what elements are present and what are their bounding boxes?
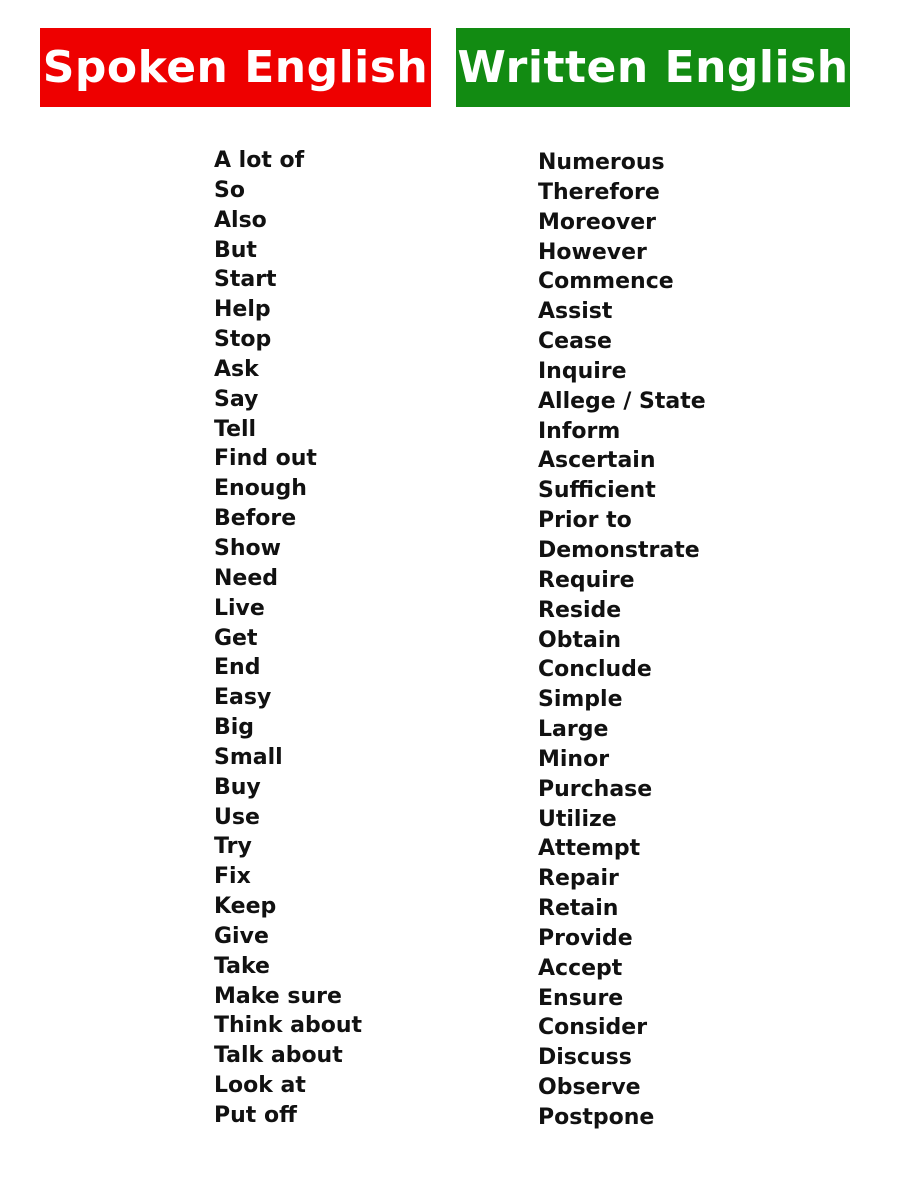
spoken-english-title: Spoken English: [42, 42, 429, 93]
spoken-word-item: Give: [214, 923, 269, 949]
written-word-item: Sufficient: [538, 478, 656, 504]
written-word-item: Numerous: [538, 150, 665, 175]
written-word-item: Obtain: [538, 627, 622, 653]
spoken-word-item: Tell: [214, 416, 257, 442]
spoken-word-item: Keep: [214, 894, 277, 920]
spoken-word-item: Start: [214, 267, 277, 293]
written-word-item: Observe: [538, 1075, 641, 1101]
written-word-item: Simple: [538, 687, 623, 713]
spoken-word-item: Ask: [214, 356, 259, 382]
spoken-word-item: Fix: [214, 864, 251, 890]
spoken-word-list: [214, 146, 362, 1131]
written-word-item: Purchase: [538, 776, 653, 802]
spoken-word-item: So: [214, 177, 245, 203]
spoken-word-item: End: [214, 655, 261, 681]
written-word-item: However: [538, 239, 647, 265]
written-word-item: Require: [538, 567, 635, 593]
written-word-item: Ensure: [538, 985, 624, 1011]
written-word-item: Repair: [538, 866, 619, 892]
written-word-item: Cease: [538, 329, 612, 355]
written-word-item: Conclude: [538, 657, 652, 683]
spoken-word-item: Need: [214, 565, 279, 591]
written-word-item: Utilize: [538, 806, 617, 832]
spoken-word-item: Buy: [214, 774, 261, 800]
spoken-word-item: Take: [214, 953, 270, 979]
spoken-word-item: Small: [214, 744, 283, 770]
spoken-word-item: Live: [214, 595, 265, 621]
written-word-item: Large: [538, 717, 609, 743]
written-word-item: Inform: [538, 418, 621, 444]
written-word-item: Retain: [538, 896, 619, 922]
written-word-item: Moreover: [538, 209, 657, 235]
written-word-item: Prior to: [538, 508, 632, 534]
spoken-word-item: Try: [214, 834, 252, 860]
written-word-item: Attempt: [538, 836, 641, 862]
spoken-word-item: Also: [214, 207, 267, 233]
written-word-item: Provide: [538, 925, 633, 951]
spoken-word-item: Think about: [214, 1013, 363, 1039]
spoken-word-item: Use: [214, 804, 260, 830]
spoken-word-item: Easy: [214, 685, 272, 711]
written-word-item: Inquire: [538, 358, 627, 384]
spoken-word-item: Get: [214, 625, 258, 651]
written-word-item: Discuss: [538, 1045, 632, 1071]
spoken-word-item: Put off: [214, 1103, 297, 1128]
spoken-word-item: Help: [214, 297, 271, 323]
written-word-item: Ascertain: [538, 448, 656, 474]
spoken-word-item: Enough: [214, 476, 307, 502]
written-english-header: [456, 28, 850, 107]
spoken-word-item: But: [214, 237, 257, 263]
spoken-word-item: Before: [214, 506, 297, 532]
spoken-word-item: Say: [214, 386, 259, 412]
written-word-item: Minor: [538, 746, 610, 772]
spoken-word-item: Big: [214, 715, 255, 741]
written-word-item: Postpone: [538, 1105, 655, 1130]
spoken-english-header: [40, 28, 431, 107]
written-word-list: [538, 148, 706, 1133]
spoken-word-item: Look at: [214, 1073, 306, 1099]
spoken-word-item: Talk about: [214, 1043, 343, 1069]
spoken-word-item: Stop: [214, 327, 272, 353]
written-word-item: Therefore: [538, 179, 660, 205]
written-english-title: Written English: [457, 42, 849, 93]
spoken-word-item: Make sure: [214, 983, 342, 1009]
written-word-item: Demonstrate: [538, 537, 700, 563]
written-word-item: Consider: [538, 1015, 648, 1041]
spoken-word-item: Show: [214, 535, 281, 561]
written-word-item: Accept: [538, 955, 623, 981]
spoken-word-item: A lot of: [214, 148, 305, 173]
written-word-item: Commence: [538, 269, 674, 295]
written-word-item: Reside: [538, 597, 622, 623]
written-word-item: Assist: [538, 299, 613, 325]
spoken-word-item: Find out: [214, 446, 317, 472]
written-word-item: Allege / State: [538, 388, 706, 414]
